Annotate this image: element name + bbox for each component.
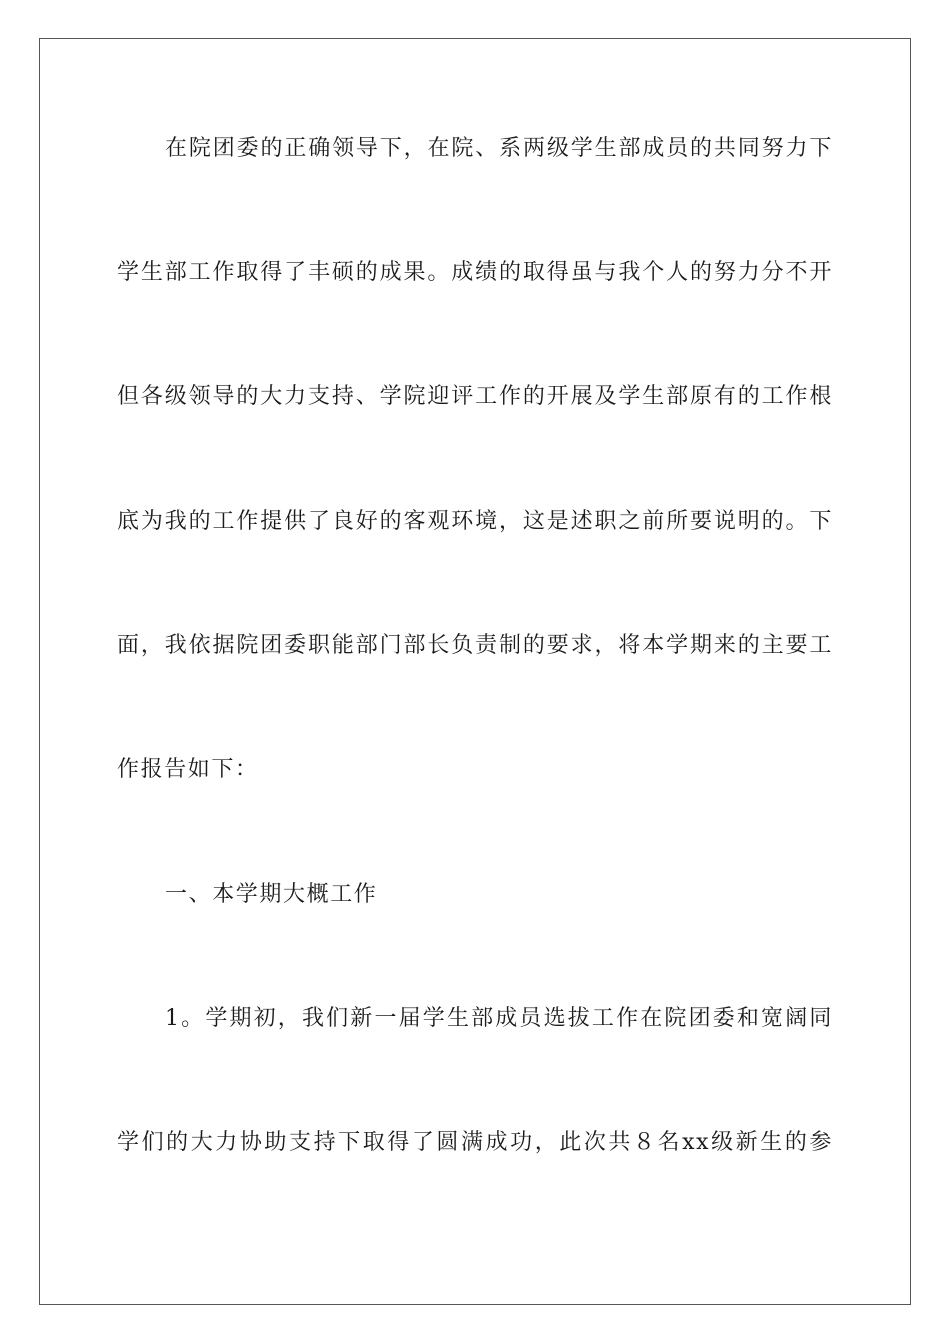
paragraph-line-7: 1。学期初，我们新一届学生部成员选拔工作在院团委和宽阔同 — [165, 1006, 833, 1031]
paragraph-line-1: 在院团委的正确领导下，在院、系两级学生部成员的共同努力下 — [165, 136, 833, 161]
paragraph-line-3: 但各级领导的大力支持、学院迎评工作的开展及学生部原有的工作根 — [117, 384, 833, 409]
paragraph-line-5: 面，我依据院团委职能部门部长负责制的要求，将本学期来的主要工 — [117, 633, 833, 658]
page-border — [39, 38, 911, 1305]
paragraph-line-4: 底为我的工作提供了良好的客观环境，这是述职之前所要说明的。下 — [117, 509, 833, 534]
paragraph-line-6: 作报告如下： — [117, 757, 259, 782]
section-heading: 一、本学期大概工作 — [165, 882, 378, 907]
paragraph-line-8: 学们的大力协助支持下取得了圆满成功，此次共８名xx级新生的参 — [117, 1130, 833, 1155]
paragraph-line-2: 学生部工作取得了丰硕的成果。成绩的取得虽与我个人的努力分不开 — [117, 260, 833, 285]
